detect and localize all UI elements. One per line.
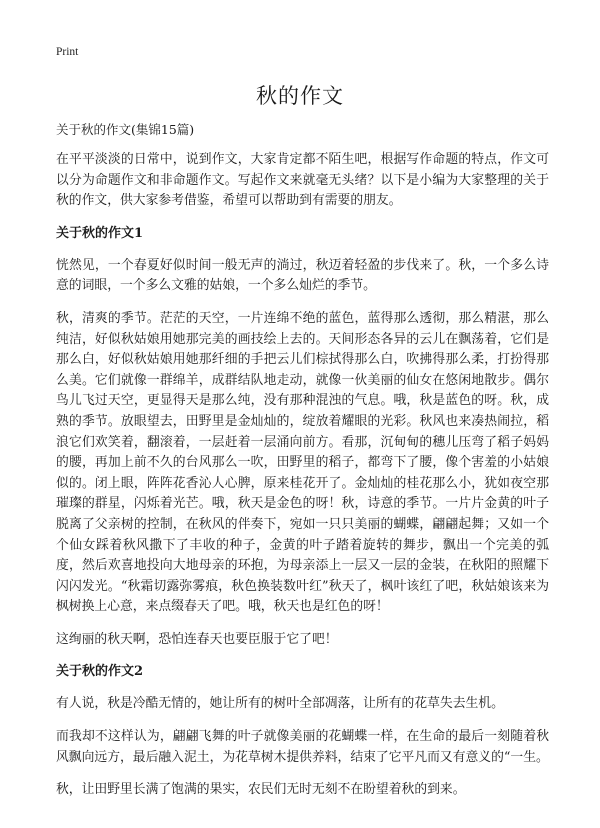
document-subtitle: 关于秋的作文(集锦15篇) — [56, 122, 195, 137]
section-heading: 关于秋的作文1 — [56, 225, 144, 241]
body-paragraph: 而我却不这样认为，翩翩飞舞的叶子就像美丽的花蝴蝶一样，在生命的最后一刻随着秋风飘向远方，最后融入泥土，为花草树木提供养料，结束了它平凡而又有意义的“一生。 — [56, 729, 549, 765]
body-paragraph: 这绚丽的秋天啊，恐怕连春天也要臣服于它了吧！ — [56, 631, 338, 647]
body-paragraph: 秋，让田野里长满了饱满的果实，农民们无时无刻不在盼望着秋的到来。 — [56, 782, 466, 798]
article-body — [56, 150, 549, 813]
intro-paragraph: 在平平淡淡的日常中，说到作文，大家肯定都不陌生吧，根据写作命题的特点，作文可以分为命题作文和非命题作文。写起作文来就毫无头绪？以下是小编为大家整理的关于秋的作文，供大家参考借鉴，希望可以帮助到有需要的朋友。 — [56, 152, 549, 209]
print-link[interactable]: Print — [56, 46, 79, 58]
body-paragraph: 有人说，秋是冷酷无情的，她让所有的树叶全部凋落，让所有的花草失去生机。 — [56, 696, 504, 712]
section-heading: 关于秋的作文2 — [56, 664, 144, 680]
body-paragraph: 恍然见，一个春夏好似时间一般无声的淌过，秋迈着轻盈的步伐来了。秋，一个多么诗意的词眼，一个多么文雅的姑娘，一个多么灿烂的季节。 — [56, 257, 549, 294]
body-paragraph: 秋，清爽的季节。茫茫的天空，一片连绵不绝的蓝色，蓝得那么透彻，那么精湛，那么纯洁，好似秋姑娘用她那完美的画技绘上去的。天间形态各异的云儿在飘荡着，它们是那么白，好似秋姑娘用她那纤细的手把云儿们棕拭得那么白，吹拂得那么柔，打扮得那么美。它们就像一群绵羊，成群结队地走动，就像一伙美丽的仙女在悠闲地散步。偶尔鸟儿飞过天空，更显得天是那么纯，没有那种混浊的气息。哦，秋是蓝色的呀。秋，成熟的季节。放眼望去，田野里是金灿灿的，绽放着耀眼的光彩。秋风也来凑热闹拉，稻浪它们欢笑着，翻滚着，一层赶着一层涌向前方。看那，沉甸甸的穗儿压弯了稻子妈妈的腰，再加上前不久的台风那么一吹，田野里的稻子，都弯下了腰，像个害羞的小姑娘似的。闭上眼，阵阵花香沁人心脾，原来桂花开了。金灿灿的桂花那么小，犹如夜空那璀璨的群星，闪烁着光芒。哦，秋天是金色的呀！秋，诗意的季节。一片片金黄的叶子脱离了父亲树的控制，在秋风的伴奏下，宛如一只只美丽的蝴蝶，翩翩起舞；又如一个个仙女踩着秋风撒下了丰收的种子，金黄的叶子踏着旋转的舞步，飘出一个完美的弧度，然后欢喜地投向大地母亲的环抱，为母亲添上一层又一层的金装，在秋阳的照耀下闪闪发光。“秋霜切露弥雾痕，秋色换装数叶红”秋天了，枫叶该红了吧，秋姑娘该来为枫树换上心意，来点缀春天了吧。哦，秋天也是红色的呀！ — [56, 310, 549, 615]
page-title: 秋的作文 — [256, 84, 344, 108]
